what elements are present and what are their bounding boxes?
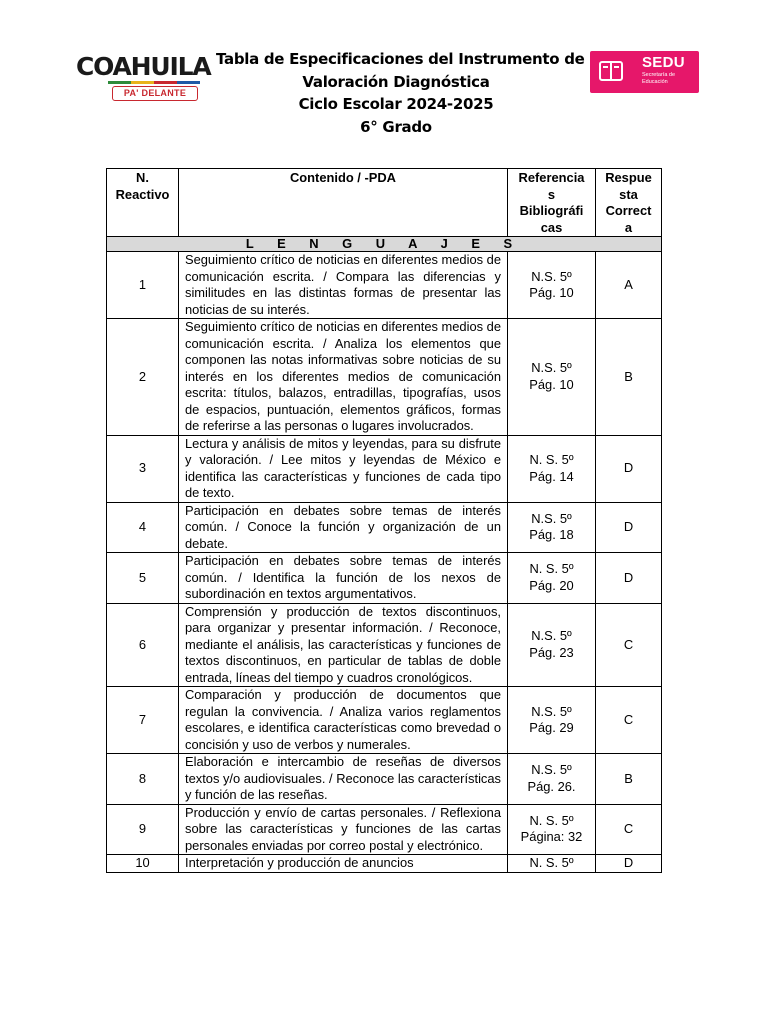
reference-line: N. S. 5º (529, 452, 574, 467)
item-number: 5 (107, 553, 179, 604)
title-line: 6° Grado (360, 117, 432, 136)
item-content: Lectura y análisis de mitos y leyendas, para su disfrute y valoración. / Lee mitos y leyendas de México e identifica las características y funciones de cada tipo de texto. (179, 435, 508, 502)
item-reference (508, 603, 596, 687)
reference-line: N.S. 5º (531, 762, 572, 778)
item-content: Seguimiento crítico de noticias en diferentes medios de comunicación escrita. / Analiza los elementos que componen las notas informativas sobre noticias de su interés en los diferentes medios de comunicación escrita: títulos, balazos, entradillas, tipografías, usos de espacios, puntuación, elementos gráficos, formas de referirse a las personas o lugares involucrados. (179, 319, 508, 436)
specifications-table (106, 168, 662, 873)
reference-line: N.S. 5º (531, 360, 572, 376)
table-body (107, 237, 662, 873)
table-row (107, 687, 662, 754)
title-line: Ciclo Escolar 2024-2025 (298, 95, 494, 113)
reference-line: N.S. 5º (531, 510, 572, 526)
reference-line: Pág. 14 (529, 468, 574, 484)
header-answer: Respue sta Correct a (596, 169, 662, 237)
item-number: 10 (107, 855, 179, 873)
item-reference (508, 502, 596, 553)
table-header-row (107, 169, 662, 237)
item-reference (508, 252, 596, 319)
table-row (107, 553, 662, 604)
item-number: 3 (107, 435, 179, 502)
item-reference (508, 435, 596, 502)
item-reference (508, 855, 596, 873)
item-answer: B (596, 319, 662, 436)
reference-line: Pág. 20 (529, 577, 574, 593)
coahuila-logo-word: COAHUILA (76, 52, 211, 81)
item-content: Participación en debates sobre temas de interés común. / Conoce la función y organización de un debate. (179, 502, 508, 553)
reference-line: N. S. 5º (529, 812, 574, 828)
reference-line: N.S. 5º (531, 268, 572, 284)
item-content: Participación en debates sobre temas de interés común. / Identifica la función de los nexos de subordinación en textos argumentativos. (179, 553, 508, 604)
item-answer: D (596, 855, 662, 873)
reference-line: Página: 32 (520, 829, 583, 845)
item-number: 1 (107, 252, 179, 319)
item-answer: A (596, 252, 662, 319)
item-answer: D (596, 502, 662, 553)
item-answer: B (596, 754, 662, 805)
sedu-logo-subtitle: Secretaría de Educación (642, 72, 676, 85)
reference-line: Pág. 18 (529, 527, 574, 543)
item-answer: D (596, 553, 662, 604)
item-number: 7 (107, 687, 179, 754)
item-number: 6 (107, 603, 179, 687)
title-line: Valoración Diagnóstica (302, 72, 490, 91)
item-number: 2 (107, 319, 179, 436)
item-content: Seguimiento crítico de noticias en diferentes medios de comunicación escrita. / Compara las diferencias y similitudes en las distintas formas de presentar las noticias de su interés. (179, 252, 508, 319)
table-row (107, 502, 662, 553)
reference-line: Pág. 23 (529, 644, 574, 660)
reference-line: N.S. 5º (531, 628, 572, 644)
item-number: 4 (107, 502, 179, 553)
item-reference (508, 687, 596, 754)
item-content: Elaboración e intercambio de reseñas de diversos textos y/o audiovisuales. / Reconoce las características y función de las reseñas. (179, 754, 508, 805)
coahuila-logo-tagline: PA' DELANTE (112, 86, 198, 101)
header-number: N. Reactivo (107, 169, 179, 237)
table-row (107, 754, 662, 805)
header-content: Contenido / -PDA (179, 169, 508, 237)
item-reference (508, 319, 596, 436)
table-row (107, 319, 662, 436)
document-title (216, 48, 585, 138)
item-answer: C (596, 603, 662, 687)
table-row (107, 804, 662, 855)
item-answer: C (596, 687, 662, 754)
reference-line: Pág. 29 (529, 720, 574, 735)
item-content: Producción y envío de cartas personales. / Reflexiona sobre las características y funciones de las cartas personales enviadas por correo postal y electrónico. (179, 804, 508, 855)
reference-line: Pág. 26. (527, 778, 576, 794)
item-reference (508, 804, 596, 855)
table-row (107, 855, 662, 873)
reference-line: N.S. 5º (531, 703, 572, 719)
sedu-logo-word: SEDU (642, 54, 685, 71)
title-line: Tabla de Especificaciones del Instrumento de (216, 50, 585, 68)
sedu-logo (590, 51, 699, 93)
item-content: Comparación y producción de documentos que regulan la convivencia. / Analiza varios reglamentos escolares, e identifica características como brevedad o concisión y uso de verbos y numerales. (179, 687, 508, 754)
item-number: 9 (107, 804, 179, 855)
item-reference (508, 754, 596, 805)
reference-line: N. S. 5º (529, 561, 574, 577)
header-references: Referencia s Bibliográfi cas (508, 169, 596, 237)
item-answer: D (596, 435, 662, 502)
reference-line: Pág. 10 (529, 285, 574, 300)
table-row (107, 252, 662, 319)
item-reference (508, 553, 596, 604)
table-row (107, 435, 662, 502)
item-content: Interpretación y producción de anuncios (179, 855, 508, 873)
reference-line: Pág. 10 (529, 376, 574, 392)
item-content: Comprensión y producción de textos discontinuos, para organizar y presentar información. / Reconoce, mediante el análisis, las características y funciones de textos discontinuos, en particular de tablas de doble entrada, líneas del tiempo y cuadros cronológicos. (179, 603, 508, 687)
item-answer: C (596, 804, 662, 855)
item-number: 8 (107, 754, 179, 805)
book-icon (599, 59, 623, 83)
reference-line: N. S. 5º (529, 855, 574, 870)
section-title: L E N G U A J E S (107, 237, 662, 252)
page-header (0, 0, 768, 150)
table-row (107, 603, 662, 687)
coahuila-logo (76, 50, 211, 98)
section-row (107, 237, 662, 252)
coahuila-logo-stripe (108, 81, 200, 84)
